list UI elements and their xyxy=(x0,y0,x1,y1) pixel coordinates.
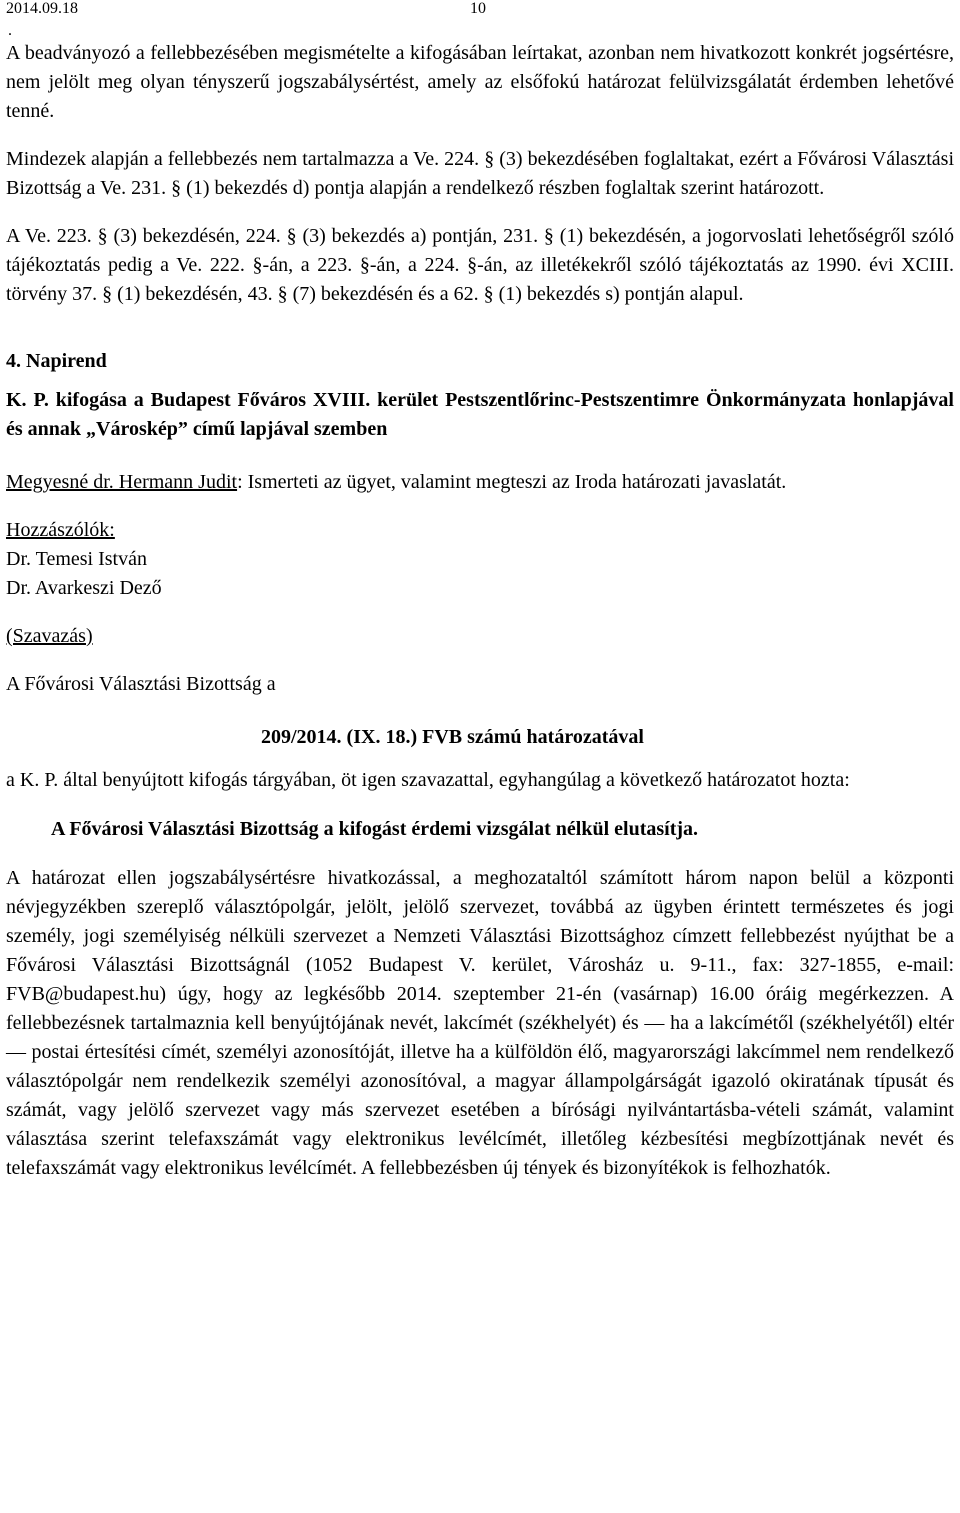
vote-label: (Szavazás) xyxy=(6,625,93,647)
paragraph-remedy: A határozat ellen jogszabálysértésre hivatkozással, a meghozataltól számított három napon belül a központi névjegyzékben szereplő választópolgár, jelölt, jelölő szervezet, továbbá az ügyben érintett természetes és jogi személy, jogi személyiség nélküli szervezet a Nemzeti Választási Bizottsághoz címzett fellebbezést nyújthat be a Fővárosi Választási Bizottságnál (1052 Budapest V. kerület, Városház u. 9-11., fax: 327-1855, e-mail: FVB@budapest.hu) úgy, hogy az legkésőbb 2014. szeptember 21-én (vasárnap) 16.00 óráig megérkezzen. A fellebbezésnek tartalmaznia kell benyújtójának nevét, lakcímét (székhelyét) és — ha a lakcímétől (székhelyétől) eltér — postai értesítési címét, személyi azonosítóját, illetve ha a külföldön élő, magyarországi lakcímmel nem rendelkező választópolgár nem rendelkezik személyi azonosítóval, a magyar állampolgárságát igazoló okiratának típusát és számát, vagy jelölő szervezet vagy más szervezet esetében a bírósági nyilvántartásba-vételi számát, valamint választása szerint telefaxszámát vagy elektronikus levélcímét, illetőleg kézbesítési megbízottjának nevét és telefaxszámát vagy elektronikus levélcímét. A fellebbezésben új tények és bizonyítékok is felhozhatók. xyxy=(6,867,954,1179)
presenter-text: : Ismerteti az ügyet, valamint megteszi az Iroda határozati javaslatát. xyxy=(237,471,787,493)
agenda-subject-text: K. P. kifogása a Budapest Főváros XVIII. kerület Pestszentlőrinc-Pestszentimre Önkormányzata honlapjával és annak „Városkép” című lapjával szemben xyxy=(6,389,954,440)
speakers-block xyxy=(6,516,954,603)
committee-intro: A Fővárosi Választási Bizottság a xyxy=(6,673,276,695)
header-dot: . xyxy=(8,22,12,39)
decision-intro: a K. P. által benyújtott kifogás tárgyában, öt igen szavazattal, egyhangúlag a következő határozatot hozta: xyxy=(6,769,850,791)
presenter-paragraph xyxy=(6,468,954,497)
agenda-heading: 4. Napirend xyxy=(6,350,107,372)
agenda-subject xyxy=(6,386,954,444)
speakers-label: Hozzászólók: xyxy=(6,519,115,541)
page-number: 10 xyxy=(470,0,486,17)
speaker-name: Dr. Avarkeszi Dező xyxy=(6,577,162,599)
decision-statement: A Fővárosi Választási Bizottság a kifogást érdemi vizsgálat nélkül elutasítja. xyxy=(51,818,699,840)
speaker-name: Dr. Temesi István xyxy=(6,548,147,570)
presenter-name: Megyesné dr. Hermann Judit xyxy=(6,471,238,493)
header-date: 2014.09.18 xyxy=(6,0,78,17)
document-body xyxy=(6,39,954,1183)
paragraph-legal-basis: A Ve. 223. § (3) bekezdésén, 224. § (3) bekezdés a) pontján, 231. § (1) bekezdésén, a jogorvoslati lehetőségről szóló tájékoztatás pedig a Ve. 222. §-án, a 223. §-án, a 224. §-án, az illetékekről szóló tájékoztatás az 1990. évi XCIII. törvény 37. § (1) bekezdésén, 43. § (7) bekezdésén és a 62. § (1) bekezdés s) pontján alapul. xyxy=(6,225,954,305)
decision-number: 209/2014. (IX. 18.) FVB számú határozatával xyxy=(261,726,644,748)
paragraph-conclusion: Mindezek alapján a fellebbezés nem tartalmazza a Ve. 224. § (3) bekezdésében foglaltakat, ezért a Fővárosi Választási Bizottság a Ve. 231. § (1) bekezdés d) pontja alapján a rendelkező részben foglaltak szerint határozott. xyxy=(6,148,954,199)
paragraph-appeal-summary: A beadványozó a fellebbezésében megismételte a kifogásában leírtakat, azonban nem hivatkozott konkrét jogsértésre, nem jelölt meg olyan tényszerű jogszabálysértést, amely az elsőfokú határozat felülvizsgálatát érdemben lehetővé tenné. xyxy=(6,42,954,122)
